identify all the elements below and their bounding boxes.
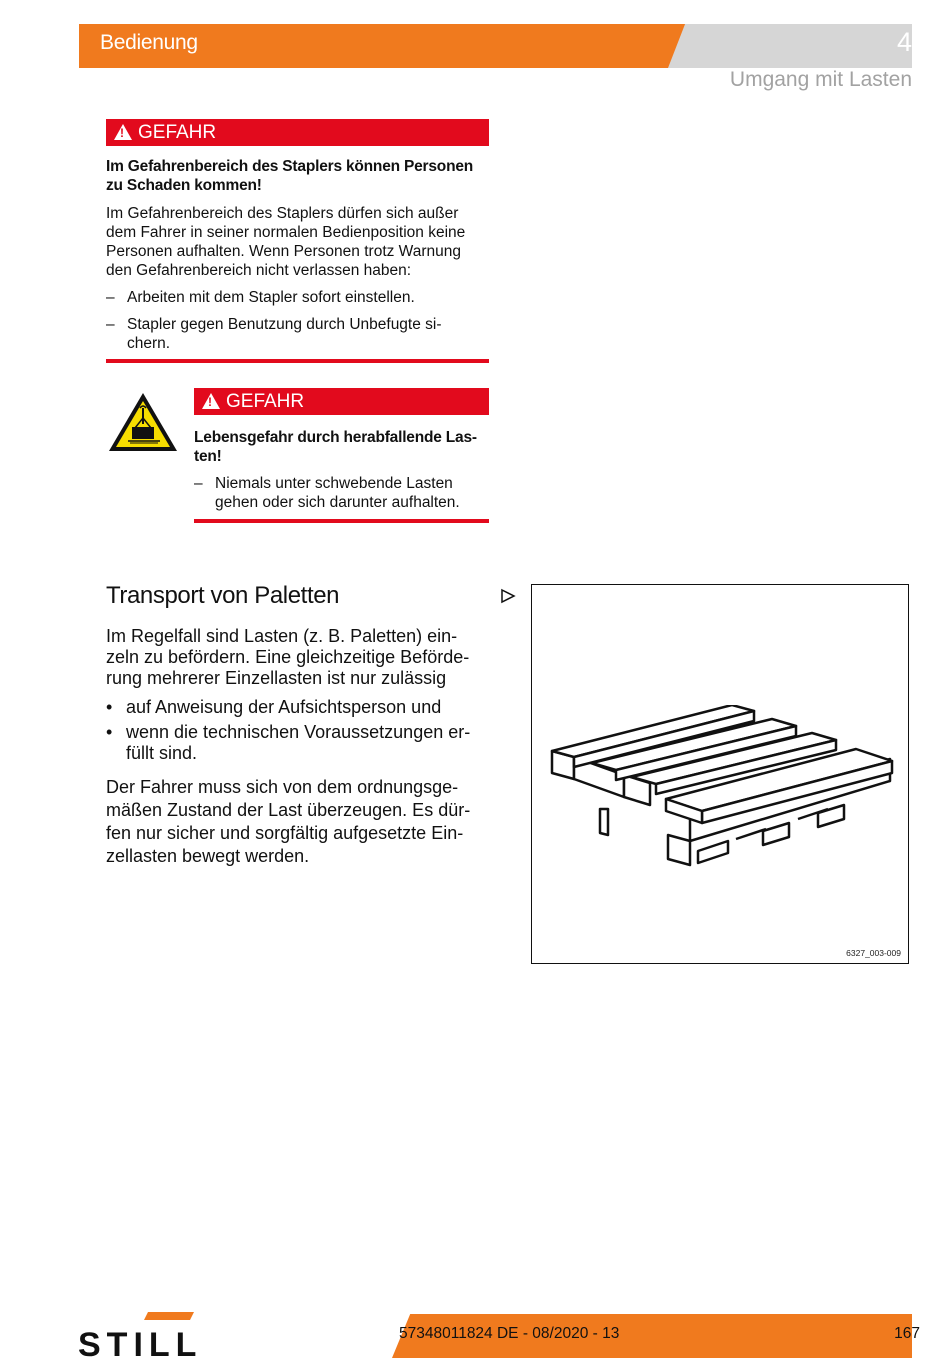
page-number: 167 [894,1325,920,1342]
figure-code: 6327_003-009 [846,948,901,958]
danger-label-bar [194,388,489,415]
danger-headline-line: Im Gefahrenbereich des Staplers können Personen [106,158,474,175]
danger-end-rule [194,519,489,523]
paragraph-line: mäßen Zustand der Last überzeugen. Es dür- [106,800,471,820]
danger-list-item [106,315,486,355]
danger-body-line: dem Fahrer in seiner normalen Bedienposition keine [106,224,466,241]
bullet-marker: • [106,722,113,742]
bullet-item [106,721,496,767]
falling-load-warning-icon [106,390,180,454]
danger-label: GEFAHR [138,121,217,143]
list-item-text: Stapler gegen Benutzung durch Unbefugte si- [127,316,442,333]
chapter-number: 4 [896,27,912,57]
still-logo [78,1312,238,1360]
bullet-text: wenn die technischen Voraussetzungen er- [126,722,471,742]
list-item-text: Niemals unter schwebende Lasten [215,475,453,492]
paragraph-line: Der Fahrer muss sich von dem ordnungsge- [106,777,459,797]
warning-triangle-icon [114,124,132,140]
danger-body-line: den Gefahrenbereich nicht verlassen haben: [106,262,412,279]
danger-end-rule [106,359,489,363]
dash-marker: – [194,475,203,492]
chapter-band [668,24,912,68]
paragraph-line: rung mehrerer Einzellasten ist nur zulässig [106,668,447,688]
paragraph-line: zeln zu befördern. Eine gleichzeitige Beförde- [106,647,470,667]
section-heading: Transport von Paletten [106,582,340,609]
bullet-marker: • [106,697,113,717]
danger-headline-line: Lebensgefahr durch herabfallende Las- [194,429,477,446]
list-item-text: gehen oder sich darunter aufhalten. [215,494,460,511]
danger-label-bar [106,119,489,146]
danger-list-item [194,474,489,514]
paragraph-line: zellasten bewegt werden. [106,846,310,866]
subsection-title: Umgang mit Lasten [729,68,912,91]
bullet-text: auf Anweisung der Aufsichtsperson und [126,697,442,717]
svg-text:STILL: STILL [78,1326,203,1360]
danger-label: GEFAHR [226,390,305,412]
document-id: 57348011824 DE - 08/2020 - 13 [399,1325,620,1342]
dash-marker: – [106,316,115,333]
danger-headline-line: ten! [194,448,222,465]
list-item-text: chern. [127,335,171,352]
figure-frame [531,584,909,964]
list-item-text: Arbeiten mit dem Stapler sofort einstellen. [127,289,415,306]
danger-body-line: Im Gefahrenbereich des Staplers dürfen sich außer [106,205,459,222]
danger-headline-line: zu Schaden kommen! [106,177,262,194]
bullet-text: füllt sind. [126,743,198,763]
warning-triangle-icon [202,393,220,409]
figure-pointer-icon [500,588,516,604]
paragraph-line: Im Regelfall sind Lasten (z. B. Paletten) ein- [106,626,458,646]
section-title-header: Bedienung [100,31,198,54]
dash-marker: – [106,289,115,306]
paragraph-line: fen nur sicher und sorgfältig aufgesetzte Ein- [106,823,464,843]
pallet-illustration [548,705,894,875]
danger-body-line: Personen aufhalten. Wenn Personen trotz Warnung [106,243,461,260]
